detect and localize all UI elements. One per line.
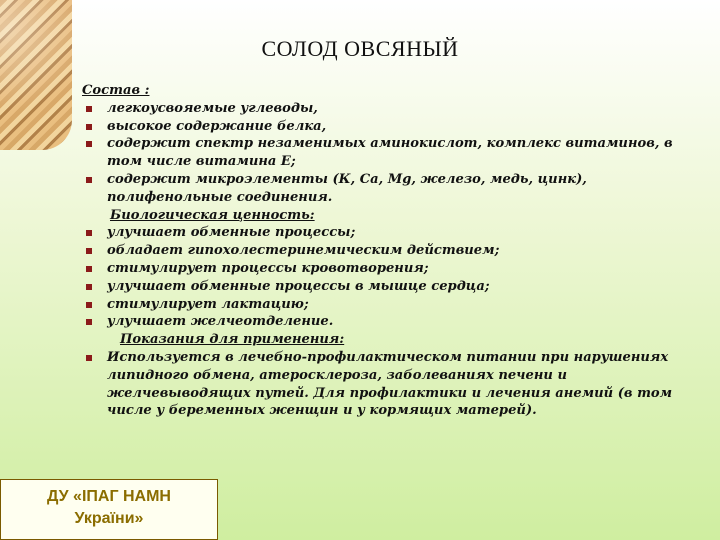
bullet-icon [86,266,92,272]
bullet-icon [86,106,92,112]
list-item: улучшает обменные процессы в мышце сердца; [82,278,710,296]
composition-label: Состав : [82,83,150,98]
bullet-icon [86,177,92,183]
bullet-icon [86,124,92,130]
bullet-icon [86,302,92,308]
list-item: улучшает желчеотделение. [82,313,710,331]
indications-heading: Показания для применения: [120,332,345,348]
list-item: Используется в лечебно-профилактическом питании при нарушениях липидного обмена, атеросклероза, заболеваниях печени и желчевыводящих путей. Для профилактики и лечения анемий (в том числе у беременных женщин и у кормящих матерей). [82,349,710,420]
page-title: СОЛОД ОВСЯНЫЙ [261,36,459,61]
logo-line-1: ДУ «ІПАГ НАМН [47,488,171,505]
list-item: содержит микроэлементы (К, Са, Mg, железо, медь, цинк), полифенольные соединения. [82,171,710,207]
bullet-icon [86,141,92,147]
oat-grain-image [0,0,72,150]
list-item: стимулирует процессы кровотворения; [82,260,710,278]
list-item: содержит спектр незаменимых аминокислот, комплекс витаминов, в том числе витамина Е; [82,135,710,171]
list-item: высокое содержание белка, [82,118,710,136]
logo-line-2: України» [74,510,144,527]
bullet-icon [86,319,92,325]
bio-value-heading: Биологическая ценность: [110,207,315,223]
bullet-icon [86,355,92,361]
list-item: легкоусвояемые углеводы, [82,100,710,118]
list-item: обладает гипохолестеринемическим действием; [82,242,710,260]
bullet-icon [86,284,92,290]
content-block [82,82,710,420]
list-item: улучшает обменные процессы; [82,224,710,242]
bullet-icon [86,248,92,254]
list-item: стимулирует лактацию; [82,296,710,314]
institution-logo [0,479,218,540]
bullet-icon [86,230,92,236]
